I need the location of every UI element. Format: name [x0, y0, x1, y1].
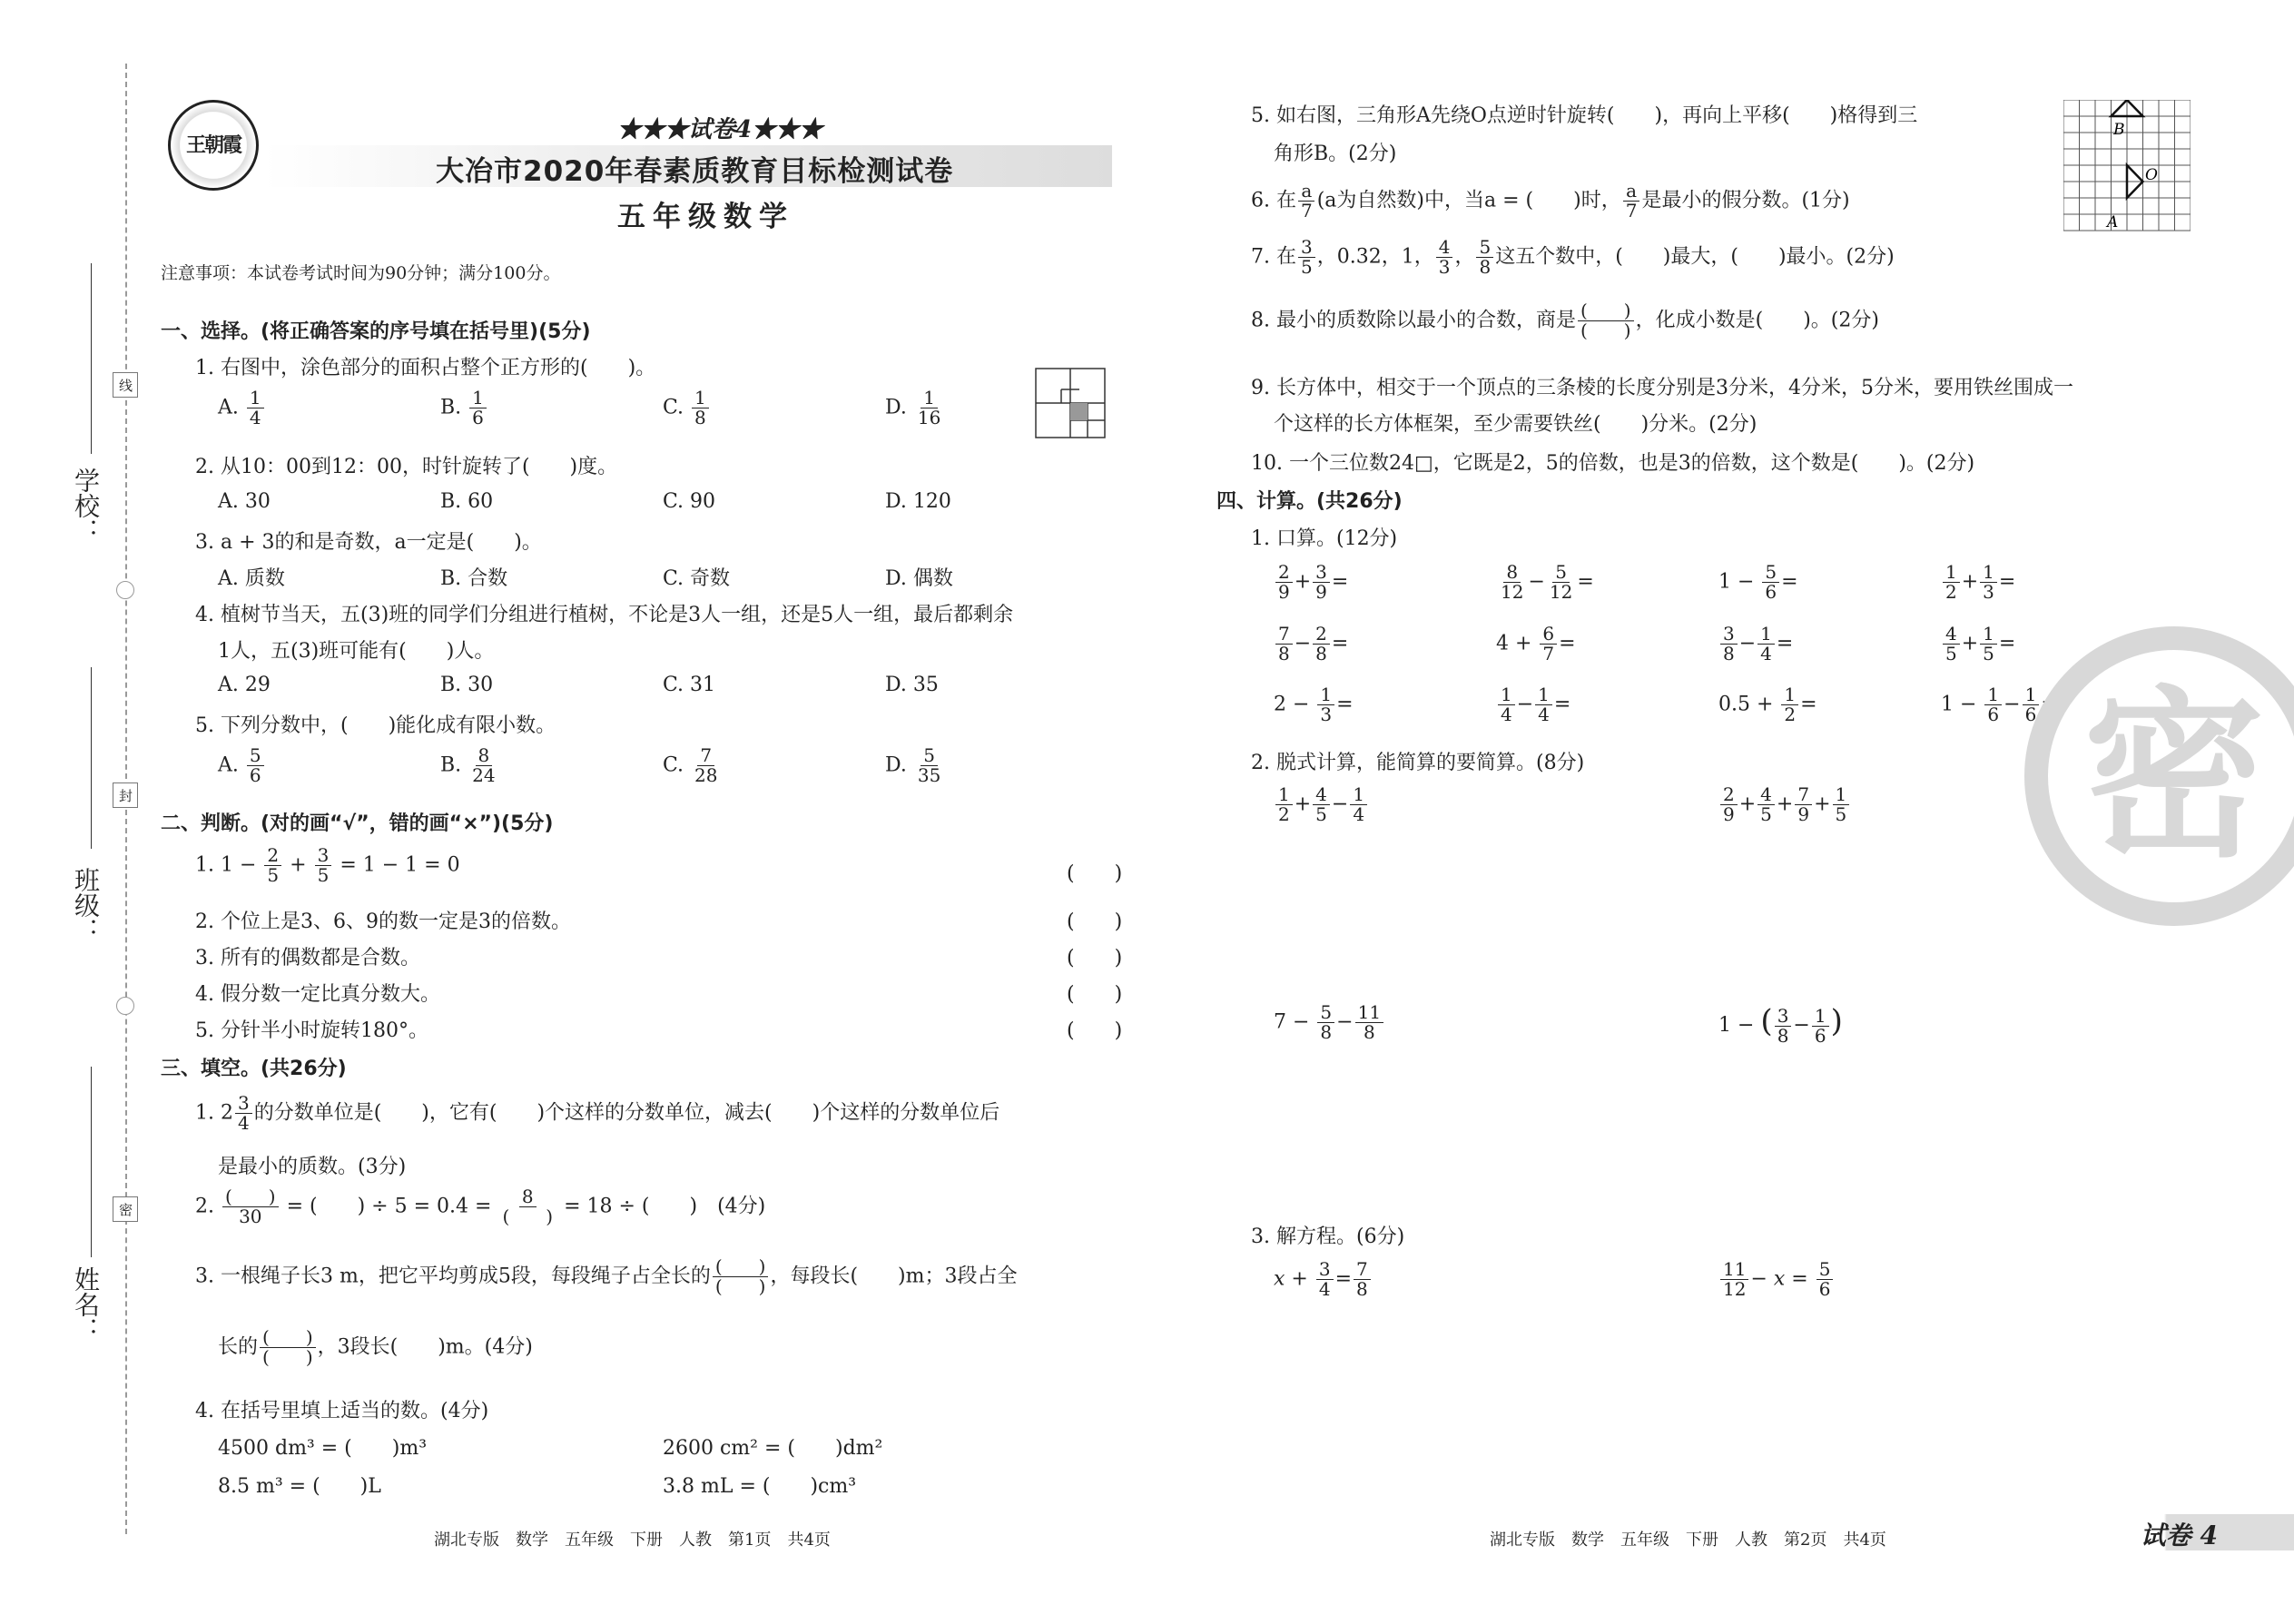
s1-q1-option-c[interactable]: C. $\frac{1}{8}$	[663, 389, 711, 428]
s1-q5-option-a[interactable]: A. $\frac{5}{6}$	[218, 746, 266, 785]
s1-q3-option-a[interactable]: A. 质数	[218, 567, 285, 590]
s2-q2: 2. 个位上是3、6、9的数一定是3的倍数。	[195, 910, 571, 933]
binding-mark-line: 线	[113, 372, 138, 398]
s3-q3-line1: 3. 一根绳子长3 m，把它平均剪成5段，每段绳子占全长的 $\frac{( )}{( )}$ ，每段长( )m；3段占全	[195, 1255, 1018, 1297]
s1-q5: 5. 下列分数中，( )能化成有限小数。	[195, 714, 556, 737]
page-subtitle: 五年级数学	[617, 201, 794, 233]
page-title: 大冶市2020年春素质教育目标检测试卷	[436, 155, 954, 188]
oral-calc-1[interactable]: $\frac{2}{9}$ + $\frac{3}{9}$ =	[1274, 563, 1348, 602]
rotation-grid-figure	[2063, 100, 2191, 231]
footer-left: 湖北专版 数学 五年级 下册 人教 第1页 共4页	[434, 1530, 831, 1550]
name-field[interactable]	[91, 1067, 92, 1257]
s1-q4-option-b[interactable]: B. 30	[440, 674, 494, 696]
step-calc-4[interactable]: 1 − ( $\frac{3}{8}$ − $\frac{1}{6}$ )	[1718, 1003, 1843, 1047]
equation-2[interactable]: $\frac{11}{12}$ − x = $\frac{5}{6}$	[1718, 1260, 1835, 1299]
s2-q4-answer[interactable]: ( )	[1067, 983, 1123, 1006]
oral-calc-8[interactable]: $\frac{4}{5}$ + $\frac{1}{5}$ =	[1941, 625, 2015, 664]
s2-q2-answer[interactable]: ( )	[1067, 910, 1123, 933]
s3-q7: 7. 在 $\frac{3}{5}$ ，0.32，1， $\frac{4}{3}$ ， $\frac{5}{8}$ 这五个数中，( )最大，( )最小。(2分)	[1251, 236, 1895, 278]
oral-calc-9[interactable]: 2 − $\frac{1}{3}$ =	[1274, 684, 1354, 725]
s3-q4-item-4[interactable]: 3.8 mL = ( )cm³	[663, 1475, 857, 1498]
s1-q4-option-c[interactable]: C. 31	[663, 674, 716, 696]
calc-part-3-title: 3. 解方程。(6分)	[1251, 1225, 1405, 1248]
grid-label-b: B	[2113, 121, 2125, 139]
oral-calc-12[interactable]: 1 − $\frac{1}{6}$ − $\frac{1}{6}$ =	[1941, 684, 2058, 725]
class-field[interactable]	[91, 667, 92, 849]
binding-mark-seal: 封	[113, 782, 138, 808]
school-label: 学校：	[71, 468, 101, 544]
step-calc-1[interactable]: $\frac{1}{2}$ + $\frac{4}{5}$ − $\frac{1}{4}$	[1274, 785, 1369, 824]
section-1-title: 一、选择。(将正确答案的序号填在括号里)(5分)	[161, 320, 591, 343]
s1-q4-line2: 1人，五(3)班可能有( )人。	[218, 640, 495, 663]
binding-hole	[116, 997, 134, 1015]
s2-q1: 1. 1 − $\frac{2}{5}$ + $\frac{3}{5}$ = 1 − 1 = 0	[195, 844, 460, 886]
shaded-square-figure	[1035, 368, 1108, 440]
equation-1[interactable]: x + $\frac{3}{4}$ = $\frac{7}{8}$	[1274, 1260, 1373, 1299]
s2-q5-answer[interactable]: ( )	[1067, 1019, 1123, 1042]
s3-q5-line2: 角形B。(2分)	[1274, 143, 1397, 165]
section-2-title: 二、判断。(对的画“√”，错的画“×”)(5分)	[161, 812, 554, 835]
corner-test-label: 试卷 4	[2140, 1521, 2218, 1550]
s1-q4-line1: 4. 植树节当天，五(3)班的同学们分组进行植树，不论是3人一组，还是5人一组，最后都剩余	[195, 604, 1014, 626]
s1-q2-option-b[interactable]: B. 60	[440, 490, 494, 513]
s1-q1-option-b[interactable]: B. $\frac{1}{6}$	[440, 389, 488, 428]
calc-part-2-title: 2. 脱式计算，能简算的要简算。(8分)	[1251, 752, 1585, 774]
s3-q4-item-2[interactable]: 2600 cm² = ( )dm²	[663, 1437, 883, 1460]
oral-calc-5[interactable]: $\frac{7}{8}$ − $\frac{2}{8}$ =	[1274, 625, 1348, 664]
s1-q1-option-a[interactable]: A. $\frac{1}{4}$	[218, 389, 266, 428]
s1-q1-option-d[interactable]: D. $\frac{1}{16}$	[885, 387, 941, 428]
s3-q4-item-1[interactable]: 4500 dm³ = ( )m³	[218, 1437, 428, 1460]
test-number: ★★★试卷4★★★	[617, 116, 823, 143]
s3-q4-item-3[interactable]: 8.5 m³ = ( )L	[218, 1475, 381, 1498]
s2-q3-answer[interactable]: ( )	[1067, 947, 1123, 969]
footer-right: 湖北专版 数学 五年级 下册 人教 第2页 共4页	[1490, 1530, 1886, 1550]
s3-q9-line2: 个这样的长方体框架，至少需要铁丝( )分米。(2分)	[1274, 413, 1757, 436]
s1-q3: 3. a + 3的和是奇数，a一定是( )。	[195, 531, 542, 554]
s3-q10: 10. 一个三位数24□，它既是2，5的倍数，也是3的倍数，这个数是( )。(2分)	[1251, 452, 1975, 475]
s1-q3-option-b[interactable]: B. 合数	[440, 567, 508, 590]
oral-calc-3[interactable]: 1 − $\frac{5}{6}$ =	[1718, 561, 1798, 603]
s2-q4: 4. 假分数一定比真分数大。	[195, 983, 440, 1006]
oral-calc-11[interactable]: 0.5 + $\frac{1}{2}$ =	[1718, 684, 1817, 725]
oral-calc-6[interactable]: 4 + $\frac{6}{7}$ =	[1496, 623, 1576, 664]
name-label: 姓名：	[71, 1266, 101, 1343]
s3-q1-line1: 1. 2 $\frac{3}{4}$ 的分数单位是( )，它有( )个这样的分数单位，减去( )个这样的分数单位后	[195, 1092, 1000, 1134]
grid-label-o: O	[2145, 166, 2158, 184]
s3-q9-line1: 9. 长方体中，相交于一个顶点的三条棱的长度分别是3分米，4分米，5分米，要用铁丝围成一	[1251, 377, 2073, 399]
secret-watermark: 密	[2024, 626, 2294, 926]
s3-q8: 8. 最小的质数除以最小的合数，商是 $\frac{( )}{( )}$ ，化成小数是( )。(2分)	[1251, 300, 1879, 341]
s3-q6: 6. 在 $\frac{a}{7}$ (a为自然数)中，当a = ( )时， $\frac{a}{7}$ 是最小的假分数。(1分)	[1251, 180, 1850, 221]
step-calc-3[interactable]: 7 − $\frac{5}{8}$ − $\frac{11}{8}$	[1274, 1003, 1385, 1042]
s1-q4-option-d[interactable]: D. 35	[885, 674, 939, 696]
s3-q3-line2: 长的 $\frac{( )}{( )}$ ，3段长( )m。(4分)	[218, 1326, 533, 1368]
step-calc-2[interactable]: $\frac{2}{9}$ + $\frac{4}{5}$ + $\frac{7}{9}$ + $\frac{1}{5}$	[1718, 785, 1851, 824]
exam-notice: 注意事项：本试卷考试时间为90分钟；满分100分。	[161, 263, 561, 283]
binding-hole	[116, 581, 134, 599]
s2-q3: 3. 所有的偶数都是合数。	[195, 947, 420, 969]
s3-q2: 2. $\frac{( )}{30}$ = ( ) ÷ 5 = 0.4 = $\frac{8}{( )}$ = 18 ÷ ( ) (4分)	[195, 1186, 766, 1227]
calc-part-1-title: 1. 口算。(12分)	[1251, 527, 1398, 550]
publisher-logo: 王朝霞	[168, 100, 259, 191]
grid-label-a: A	[2107, 213, 2119, 231]
class-label: 班级：	[71, 867, 101, 943]
oral-calc-4[interactable]: $\frac{1}{2}$ + $\frac{1}{3}$ =	[1941, 563, 2015, 602]
s1-q3-option-d[interactable]: D. 偶数	[885, 567, 953, 590]
oral-calc-7[interactable]: $\frac{3}{8}$ − $\frac{1}{4}$ =	[1718, 625, 1793, 664]
s3-q1-line2: 是最小的质数。(3分)	[218, 1156, 407, 1178]
s1-q2-option-a[interactable]: A. 30	[218, 490, 271, 513]
s1-q2: 2. 从10：00到12：00，时针旋转了( )度。	[195, 456, 618, 478]
s1-q5-option-d[interactable]: D. $\frac{5}{35}$	[885, 744, 941, 786]
s3-q4: 4. 在括号里填上适当的数。(4分)	[195, 1400, 489, 1422]
s1-q5-option-c[interactable]: C. $\frac{7}{28}$	[663, 744, 718, 786]
s1-q2-option-d[interactable]: D. 120	[885, 490, 951, 513]
binding-mark-secret: 密	[113, 1196, 138, 1222]
s1-q1: 1. 右图中，涂色部分的面积占整个正方形的( )。	[195, 357, 656, 379]
section-3-title: 三、填空。(共26分)	[161, 1058, 347, 1080]
school-field[interactable]	[91, 263, 92, 454]
s1-q4-option-a[interactable]: A. 29	[218, 674, 271, 696]
s1-q5-option-b[interactable]: B. $\frac{8}{24}$	[440, 744, 496, 786]
s3-q5-line1: 5. 如右图，三角形A先绕O点逆时针旋转( )，再向上平移( )格得到三	[1251, 104, 1918, 127]
section-4-title: 四、计算。(共26分)	[1216, 490, 1403, 513]
oral-calc-10[interactable]: $\frac{1}{4}$ − $\frac{1}{4}$ =	[1496, 685, 1570, 724]
oral-calc-2[interactable]: $\frac{8}{12}$ − $\frac{5}{12}$ =	[1501, 561, 1594, 603]
s2-q5: 5. 分针半小时旋转180°。	[195, 1019, 428, 1042]
s1-q2-option-c[interactable]: C. 90	[663, 490, 716, 513]
s1-q3-option-c[interactable]: C. 奇数	[663, 567, 731, 590]
s2-q1-answer[interactable]: ( )	[1067, 862, 1123, 885]
